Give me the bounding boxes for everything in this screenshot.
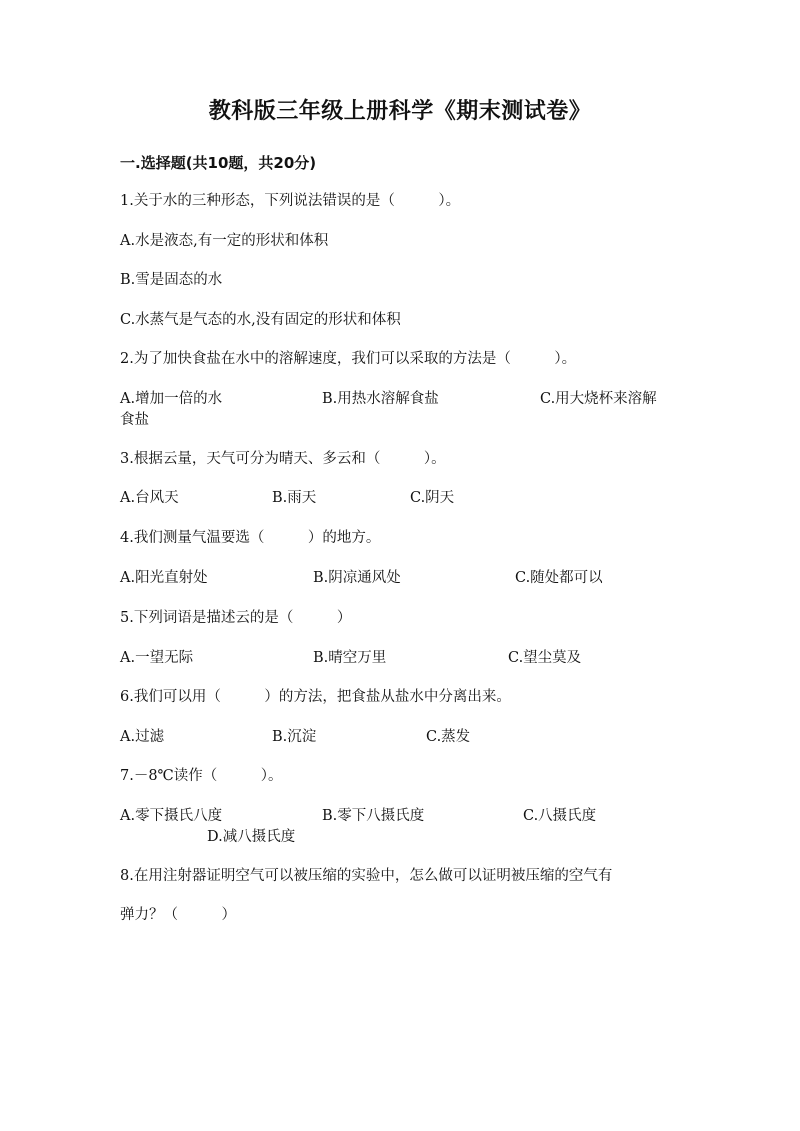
- question-5-option-c: C.望尘莫及: [508, 650, 582, 666]
- question-5-option-a: A.一望无际: [120, 650, 194, 666]
- question-5-option-b: B.晴空万里: [313, 650, 387, 666]
- question-2-option-c: C.用大烧杯来溶解: [540, 391, 657, 407]
- question-6-option-a: A.过滤: [120, 729, 165, 745]
- question-7-option-a: A.零下摄氏八度: [120, 808, 223, 824]
- section-header: 一.选择题(共10题，共20分): [120, 154, 317, 172]
- question-1-stem: 1.关于水的三种形态，下列说法错误的是（ ）。: [120, 193, 461, 209]
- question-2-option-b: B.用热水溶解食盐: [322, 391, 439, 407]
- question-3-stem: 3.根据云量，天气可分为晴天、多云和（ ）。: [120, 451, 446, 467]
- question-3-option-a: A.台风天: [120, 490, 179, 506]
- question-2-option-a: A.增加一倍的水: [120, 391, 223, 407]
- question-3-option-c: C.阴天: [410, 490, 455, 506]
- question-7-option-d: D.减八摄氏度: [207, 829, 296, 845]
- question-8-stem-line2: 弹力？（ ）: [120, 907, 236, 923]
- page-title: 教科版三年级上册科学《期末测试卷》: [208, 99, 592, 124]
- question-3-option-b: B.雨天: [272, 490, 317, 506]
- question-6-option-c: C.蒸发: [426, 729, 471, 745]
- question-2-option-c-wrap: 食盐: [120, 412, 149, 428]
- question-6-option-b: B.沉淀: [272, 729, 317, 745]
- question-4-option-c: C.随处都可以: [515, 570, 603, 586]
- question-2-stem: 2.为了加快食盐在水中的溶解速度，我们可以采取的方法是（ ）。: [120, 351, 577, 367]
- question-1-option-b: B.雪是固态的水: [120, 272, 223, 288]
- question-7-option-c: C.八摄氏度: [523, 808, 597, 824]
- question-4-option-a: A.阳光直射处: [120, 570, 208, 586]
- question-1-option-c: C.水蒸气是气态的水,没有固定的形状和体积: [120, 312, 401, 328]
- question-4-option-b: B.阴凉通风处: [313, 570, 401, 586]
- question-1-option-a: A.水是液态,有一定的形状和体积: [120, 233, 329, 249]
- question-8-stem-line1: 8.在用注射器证明空气可以被压缩的实验中，怎么做可以证明被压缩的空气有: [120, 868, 613, 884]
- question-7-stem: 7.－8℃读作（ ）。: [120, 768, 283, 784]
- question-4-stem: 4.我们测量气温要选（ ）的地方。: [120, 530, 381, 546]
- question-5-stem: 5.下列词语是描述云的是（ ）: [120, 610, 352, 626]
- question-7-option-b: B.零下八摄氏度: [322, 808, 425, 824]
- question-6-stem: 6.我们可以用（ ）的方法，把食盐从盐水中分离出来。: [120, 689, 511, 705]
